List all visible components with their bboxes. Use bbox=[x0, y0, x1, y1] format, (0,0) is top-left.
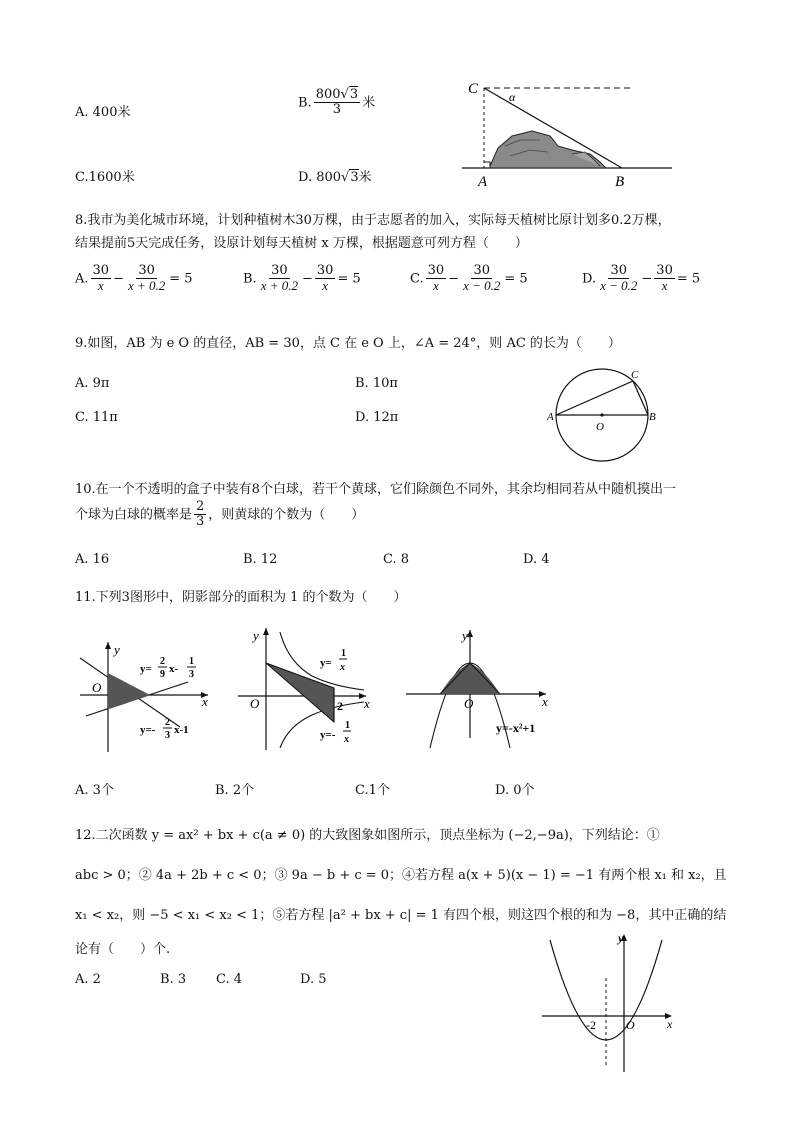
q11-f1-eq2-a: y=- bbox=[140, 724, 156, 736]
q11-f2-eq2-a: y=- bbox=[320, 729, 336, 741]
q10-stem-line2: 个球为白球的概率是 $\frac{2}{3}$ ，则黄球的个数为（ ） bbox=[75, 499, 365, 530]
q12-line4: 论有（ ）个. bbox=[75, 942, 171, 957]
q11-f2-x: x bbox=[364, 696, 370, 711]
q11-f1-x: x bbox=[202, 694, 208, 709]
q9-label-b: B bbox=[649, 411, 656, 423]
q7-figure bbox=[460, 76, 680, 194]
q11-f2-eq1-a: y= bbox=[320, 657, 332, 669]
q11-f1-y: y bbox=[114, 642, 120, 657]
q8-option-a: A. $\frac{30}{x}$ − $\frac{30}{x + 0.2}$ = 5 bbox=[75, 263, 193, 294]
q11-f1-eq2-n: 2 bbox=[165, 717, 170, 728]
q7-option-d: D. 800√3米 bbox=[298, 170, 372, 185]
q11-f3-x: x bbox=[542, 694, 548, 709]
q11-f3-o: O bbox=[464, 696, 474, 711]
q8-stem-line2: 结果提前5天完成任务，设原计划每天植树 x 万棵，根据题意可列方程（ ） bbox=[75, 236, 528, 251]
q10-stem-line1: 10.在一个不透明的盒子中装有8个白球，若干个黄球，它们除颜色不同外，其余均相同若从中随机摸出一 bbox=[75, 482, 676, 497]
q9-option-d: D. 12π bbox=[355, 410, 399, 425]
q11-f2-eq1-d: x bbox=[340, 662, 345, 673]
q11-option-d: D. 0个 bbox=[495, 783, 535, 798]
q11-f2-y: y bbox=[253, 628, 259, 643]
q9-label-c: C bbox=[631, 369, 639, 381]
q7-option-a: A. 400米 bbox=[75, 105, 131, 120]
q11-f3-y: y bbox=[462, 628, 468, 643]
q9-option-b: B. 10π bbox=[355, 376, 398, 391]
q10-option-a: A. 16 bbox=[75, 552, 110, 567]
q12-line2: abc > 0；② 4a + 2b + c < 0；③ 9a − b + c = 0；④若方程 a(x + 5)(x − 1) = −1 有两个根 x₁ 和 x₂，且 bbox=[75, 868, 727, 883]
q7-label-b: B bbox=[615, 174, 625, 190]
q8-option-c: C. $\frac{30}{x}$ − $\frac{30}{x - 0.2}$ = 5 bbox=[410, 263, 528, 294]
q12-fig-o: O bbox=[626, 1018, 635, 1032]
q8-stem-line1: 8.我市为美化城市环境，计划种植树木30万棵，由于志愿者的加入，实际每天植树比原计划多0.2万棵， bbox=[75, 213, 671, 228]
q9-option-a: A. 9π bbox=[75, 376, 110, 391]
q7-label-a: A bbox=[478, 174, 488, 190]
q11-f2-eq2-d: x bbox=[344, 734, 349, 745]
q7-label-c: C bbox=[468, 81, 479, 97]
q11-f1-eq2-b: x-1 bbox=[174, 724, 189, 736]
q11-f2-two: 2 bbox=[337, 699, 343, 713]
q7-option-c: C.1600米 bbox=[75, 170, 135, 185]
q12-option-d: D. 5 bbox=[300, 972, 327, 987]
q7-label-alpha: α bbox=[509, 90, 516, 104]
q11-f1-eq2-d: 3 bbox=[165, 730, 170, 741]
q9-label-a: A bbox=[547, 411, 554, 423]
q11-option-b: B. 2个 bbox=[215, 783, 255, 798]
q11-option-c: C.1个 bbox=[355, 783, 390, 798]
q11-f1-eq1-mid: x- bbox=[169, 663, 179, 675]
q11-f1-eq1-d2: 3 bbox=[189, 669, 194, 680]
q12-fig-y: y bbox=[618, 931, 624, 945]
q11-f2-o: O bbox=[250, 696, 260, 711]
q11-f1-o: O bbox=[92, 680, 102, 695]
q9-label-o: O bbox=[596, 421, 604, 433]
q11-f1-eq1-a: y= bbox=[140, 663, 152, 675]
q9-circle-figure bbox=[545, 360, 663, 470]
q10-option-d: D. 4 bbox=[523, 552, 550, 567]
q11-f2-eq2-n: 1 bbox=[345, 720, 350, 731]
q7-option-b: B. $\frac{800√3}{3}$ 米 bbox=[298, 87, 376, 118]
q11-figure-3 bbox=[404, 628, 554, 756]
q12-option-b: B. 3 bbox=[160, 972, 187, 987]
rock-shape bbox=[490, 131, 606, 168]
q11-f1-eq1-n: 2 bbox=[160, 656, 165, 667]
q12-line3: x₁ < x₂，则 −5 < x₁ < x₂ < 1；⑤若方程 |a² + bx + c| = 1 有四个根，则这四个根的和为 −8，其中正确的结 bbox=[75, 908, 727, 923]
q10-option-c: C. 8 bbox=[383, 552, 410, 567]
q9-stem: 9.如图，AB 为 e O 的直径，AB = 30，点 C 在 e O 上，∠A = 24°，则 AC 的长为（ ） bbox=[75, 336, 621, 351]
q11-f1-eq1-d: 9 bbox=[160, 669, 165, 680]
q11-f1-eq1-n2: 1 bbox=[189, 656, 194, 667]
q12-fig-minus2: -2 bbox=[586, 1018, 596, 1032]
q11-f3-eq: y=-x²+1 bbox=[496, 721, 536, 735]
q12-option-a: A. 2 bbox=[75, 972, 101, 987]
q8-option-b: B. $\frac{30}{x + 0.2}$ − $\frac{30}{x}$ = 5 bbox=[243, 263, 361, 294]
q10-option-b: B. 12 bbox=[243, 552, 278, 567]
q12-fig-x: x bbox=[667, 1017, 673, 1031]
q11-figure-2 bbox=[236, 622, 386, 754]
q12-option-c: C. 4 bbox=[216, 972, 243, 987]
q11-option-a: A. 3个 bbox=[75, 783, 114, 798]
q12-parabola-figure bbox=[540, 930, 680, 1075]
q9-option-c: C. 11π bbox=[75, 410, 118, 425]
q8-option-d: D. $\frac{30}{x - 0.2}$ − $\frac{30}{x}$ = 5 bbox=[582, 263, 701, 294]
q11-f2-eq1-n: 1 bbox=[341, 648, 346, 659]
q11-figure-1 bbox=[76, 634, 226, 764]
q12-line1: 12.二次函数 y = ax² + bx + c(a ≠ 0) 的大致图象如图所示，顶点坐标为 (−2,−9a)，下列结论：① bbox=[75, 828, 660, 843]
q11-stem: 11.下列3图形中，阴影部分的面积为 1 的个数为（ ） bbox=[75, 590, 407, 605]
